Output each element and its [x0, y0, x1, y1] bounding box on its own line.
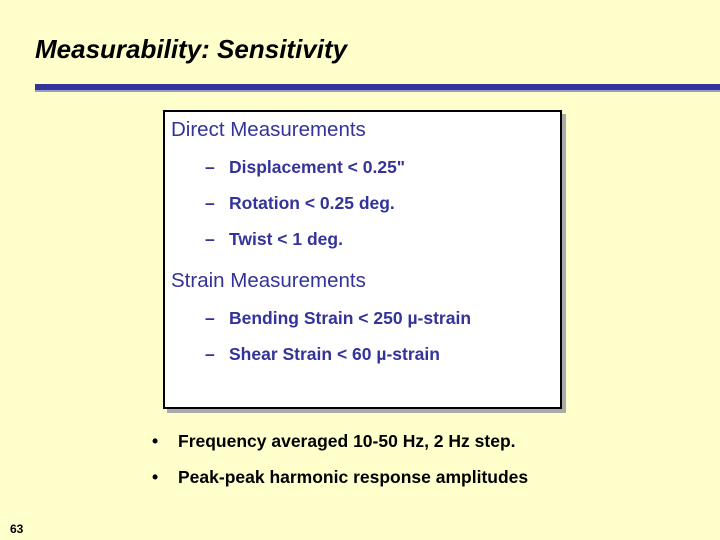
strain-measurements-heading: Strain Measurements	[171, 269, 366, 292]
bullet-marker: •	[152, 467, 159, 487]
dash-marker: –	[205, 229, 215, 249]
direct-item-rotation	[205, 193, 395, 214]
dash-marker: –	[205, 193, 215, 213]
strain-item-bending	[205, 308, 471, 329]
direct-measurements-heading: Direct Measurements	[171, 118, 366, 141]
measurements-box	[163, 110, 562, 409]
bullet-marker: •	[152, 431, 159, 451]
page-number: 63	[10, 522, 24, 536]
title-rule	[35, 84, 720, 92]
direct-item-displacement	[205, 157, 405, 178]
strain-item-shear	[205, 344, 440, 365]
item-text: Displacement < 0.25"	[229, 157, 406, 177]
bullet-text: Frequency averaged 10-50 Hz, 2 Hz step.	[178, 431, 516, 451]
dash-marker: –	[205, 308, 215, 328]
item-text: Rotation < 0.25 deg.	[229, 193, 395, 213]
slide-title: Measurability: Sensitivity	[35, 34, 348, 64]
bullet-text: Peak-peak harmonic response amplitudes	[178, 467, 529, 487]
dash-marker: –	[205, 157, 215, 177]
item-text: Bending Strain < 250 µ-strain	[229, 308, 472, 328]
item-text: Shear Strain < 60 µ-strain	[229, 344, 440, 364]
bullet-amplitudes	[152, 467, 528, 488]
dash-marker: –	[205, 344, 215, 364]
direct-item-twist	[205, 229, 343, 250]
bullet-frequency	[152, 431, 516, 452]
item-text: Twist < 1 deg.	[229, 229, 343, 249]
